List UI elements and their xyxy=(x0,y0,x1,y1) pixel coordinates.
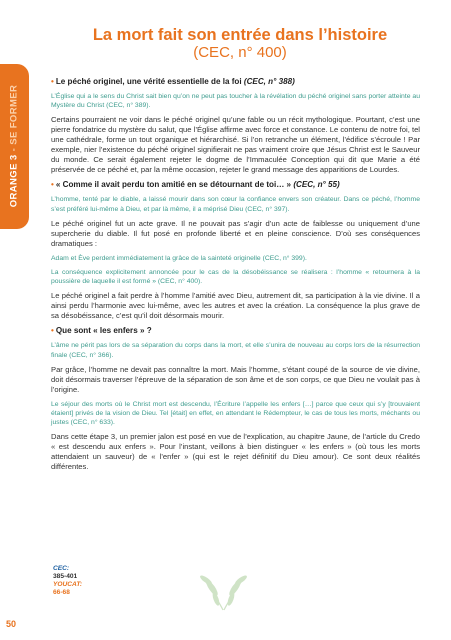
section-heading-ref xyxy=(244,77,295,86)
catechism-quote: L’Église qui a le sens du Christ sait bien qu’on ne peut pas toucher à la révélation du péché originel sans porter atteinte au Mystère du Christ (CEC, n° 389). xyxy=(51,93,420,110)
body-paragraph: Par grâce, l’homme ne devait pas connaître la mort. Mais l’homme, s’étant coupé de la source de vie divine, doit désormais traverser l’épreuve de la séparation de son âme et de son corps, ce que Dieu ne voulait pas à l’origine. xyxy=(51,364,420,394)
page-number: 50 xyxy=(6,619,17,629)
body-paragraph: Certains pourraient ne voir dans le péché originel qu’une fable ou un récit mythologique. Pourtant, c’est une pierre fondatrice du mystère du salut, que l’Église affirme avec force et constance. Le contenu de notre foi, tel une cathédrale, forme un tout organique et hiérarchisé. Si l’on retranche un élément, l’édifice s’écroule ! Par exemple, nier l’existence du péché originel signifierait ne pas vraiment croire que Jésus Christ est le Sauveur du monde. Ce serait également rejeter le dogme de l’Immaculée Conception qui dit que Marie a été préservée de ce péché et, par la même occasion, rejeter le grand message des apparitions de Lourdes. xyxy=(51,115,420,175)
catechism-quote: L’homme, tenté par le diable, a laissé mourir dans son cœur la confiance envers son créateur. Dans ce péché, l’homme s’est préféré lui-même à Dieu, et par là même, il a méprisé Dieu (CEC, n° 397). xyxy=(51,196,420,213)
cec-ref-value: 385-401 xyxy=(53,573,78,580)
olive-branch-icon xyxy=(196,566,251,611)
chapter-label: ORANGE 3 xyxy=(8,154,20,208)
section-heading-text: Que sont « les enfers » ? xyxy=(55,326,152,336)
catechism-quote: Le séjour des morts où le Christ mort est descendu, l’Écriture l’appelle les enfers […] parce que ceux qui s’y [trouvaient étaient] privés de la vision de Dieu. Tel [était] en effet, en attendant le Rédempteur, le cas de tous les morts, méchants ou justes (CEC, n° 633). xyxy=(51,400,420,427)
body-paragraph: Dans cette étape 3, un premier jalon est posé en vue de l’explication, au chapitre Jaune, de l’article du Credo « est descendu aux enfers ». Pour l’instant, veillons à bien distinguer « les enfers » (où tous les morts attendaient un sauveur) de « l’enfer » (qui est le rejet définitif du Dieu amour). Ce sont deux réalités différentes. xyxy=(51,432,420,472)
section-heading xyxy=(51,180,420,190)
section-heading-ref-text: (CEC, n° 55) xyxy=(293,180,340,190)
chapter-side-tab-label: ORANGE 3 - SE FORMER xyxy=(8,84,20,208)
cec-ref-label: CEC: xyxy=(53,565,70,572)
youcat-ref-value: 66-68 xyxy=(53,589,70,596)
body-paragraph: Le péché originel fut un acte grave. Il ne pouvait pas s’agir d’un acte de faiblesse ou uniquement d’une supercherie du diable. Il fut posé en profonde liberté et en pleine conscience. D’où ses conséquences dramatiques : xyxy=(51,218,420,248)
page-title xyxy=(60,27,420,61)
references-block xyxy=(53,565,82,597)
section-heading-ref-text: (CEC, n° 388) xyxy=(243,77,295,86)
page-title-ref: (CEC, n° 400) xyxy=(193,44,287,61)
bullet-icon: • xyxy=(51,326,54,336)
catechism-quote: L’âme ne périt pas lors de sa séparation du corps dans la mort, et elle s’unira de nouveau au corps lors de la résurrection finale (CEC, n° 366). xyxy=(51,342,420,359)
body-paragraph: Le péché originel a fait perdre à l’homme l’amitié avec Dieu, autrement dit, sa participation à la vie divine. Il a ainsi perdu l’harmonie avec lui-même, avec les autres et avec la création. La conséquence la plus grave de sa désobéissance, c’est qu’il doit désormais mourir. xyxy=(51,291,420,321)
section-heading-text: « Comme il avait perdu ton amitié en se détournant de toi… » xyxy=(55,180,292,190)
main-content xyxy=(51,73,420,477)
bullet-icon: • xyxy=(51,77,54,86)
youcat-ref-label: YOUCAT: xyxy=(53,581,83,588)
section-heading-text: Le péché originel, une vérité essentielle de la foi xyxy=(55,77,242,86)
chapter-sub-label: SE FORMER xyxy=(8,84,20,145)
page-title-line: La mort fait son entrée dans l’histoire xyxy=(92,26,388,44)
catechism-quote: La conséquence explicitement annoncée pour le cas de la désobéissance se réalisera : l’homme « retournera à la poussière de laquelle il est formé » (CEC, n° 400). xyxy=(51,269,420,286)
bullet-icon: • xyxy=(51,180,54,190)
catechism-quote: Adam et Ève perdent immédiatement la grâce de la sainteté originelle (CEC, n° 399). xyxy=(51,254,307,262)
section-heading xyxy=(51,326,420,336)
section-heading-ref xyxy=(293,180,339,189)
section-heading xyxy=(51,77,420,87)
